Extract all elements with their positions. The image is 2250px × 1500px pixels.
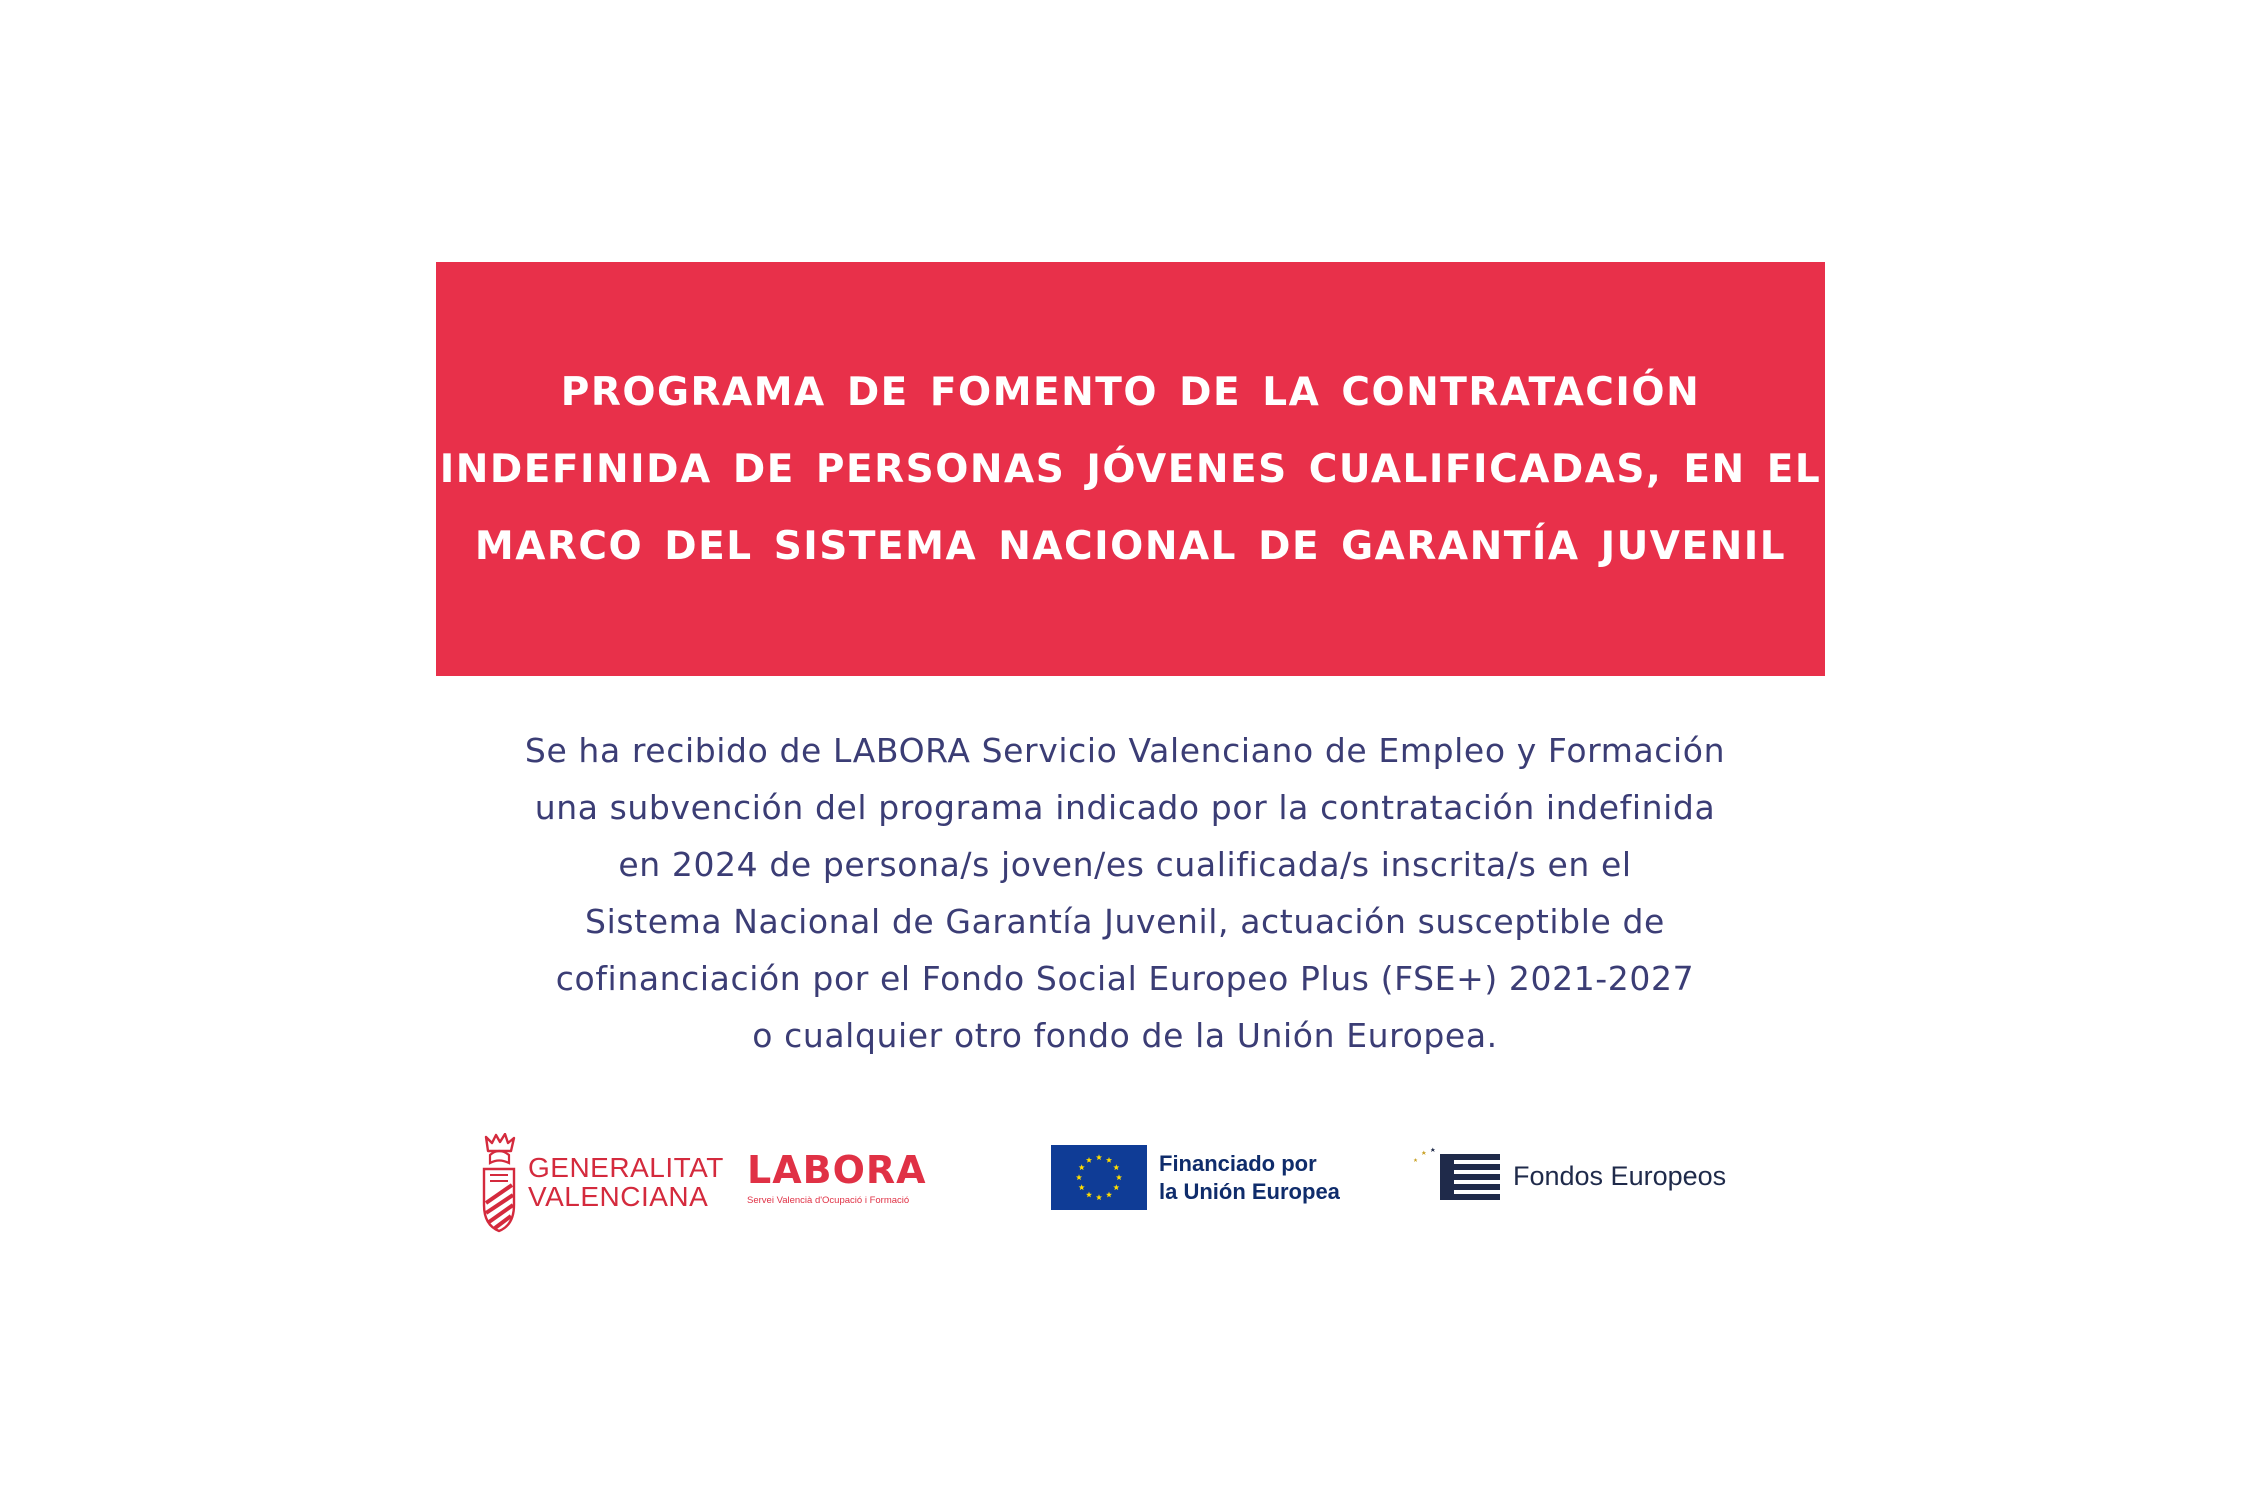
labora-logo	[747, 1150, 947, 1220]
eu-funding-logo	[1051, 1145, 1351, 1211]
program-banner	[436, 262, 1825, 676]
fondos-europeos-text: Fondos Europeos	[1513, 1161, 1727, 1191]
eu-flag-icon	[1051, 1145, 1147, 1210]
subsidy-notice	[300, 722, 1950, 1064]
fondos-europeos-logo	[1410, 1146, 1730, 1206]
eu-funding-text	[1159, 1150, 1340, 1206]
notice-line-4: Sistema Nacional de Garantía Juvenil, actuación susceptible de	[585, 902, 1665, 941]
generalitat-line-2: VALENCIANA	[528, 1181, 709, 1212]
generalitat-wordmark	[528, 1153, 724, 1211]
generalitat-valenciana-logo	[478, 1133, 724, 1233]
program-title-line-2: INDEFINIDA DE PERSONAS JÓVENES CUALIFICADAS, EN EL	[439, 446, 1822, 492]
program-title	[440, 354, 1822, 585]
notice-line-2: una subvención del programa indicado por la contratación indefinida	[534, 788, 1716, 827]
notice-line-6: o cualquier otro fondo de la Unión Europea.	[752, 1016, 1498, 1055]
eu-text-line-2: la Unión Europea	[1159, 1179, 1340, 1204]
notice-line-1: Se ha recibido de LABORA Servicio Valenciano de Empleo y Formación	[524, 731, 1726, 770]
generalitat-line-1: GENERALITAT	[528, 1152, 724, 1183]
program-title-line-3: MARCO DEL SISTEMA NACIONAL DE GARANTÍA JUVENIL	[474, 523, 1787, 569]
notice-line-3: en 2024 de persona/s joven/es cualificada/s inscrita/s en el	[618, 845, 1632, 884]
eu-text-line-1: Financiado por	[1159, 1151, 1317, 1176]
notice-line-5: cofinanciación por el Fondo Social Europeo Plus (FSE+) 2021-2027	[555, 959, 1695, 998]
generalitat-crest-icon	[478, 1133, 520, 1233]
program-title-line-1: PROGRAMA DE FOMENTO DE LA CONTRATACIÓN	[560, 369, 1701, 415]
labora-subtitle: Servei Valencià d'Ocupació i Formació	[747, 1195, 910, 1206]
fondos-europeos-icon	[1410, 1146, 1502, 1204]
labora-wordmark: LABORA	[747, 1148, 927, 1192]
